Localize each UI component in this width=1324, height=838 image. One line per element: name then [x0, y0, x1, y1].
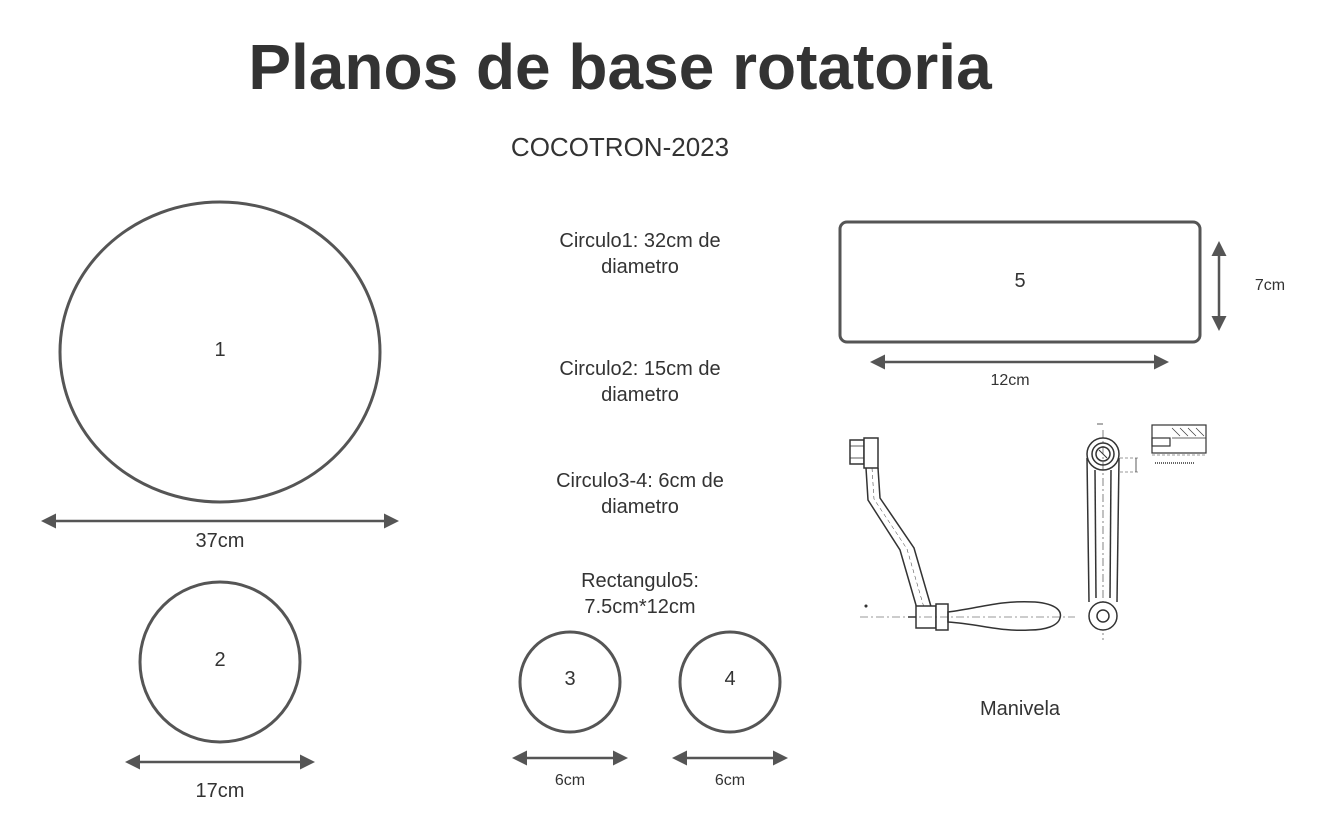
circle-4-dimension — [675, 758, 785, 789]
circle-4-label: 4 — [724, 668, 736, 690]
note-circle2: Circulo2: 15cm de diametro — [559, 358, 721, 406]
circle-2-label: 2 — [214, 649, 226, 671]
crank-side-view-drawing — [850, 438, 1075, 630]
rectangle-5-label: 5 — [1014, 270, 1026, 292]
note-circle1: Circulo1: 32cm de diametro — [559, 230, 721, 278]
circle-1-dimension — [44, 521, 396, 552]
circle-2-dimension-label: 17cm — [195, 780, 245, 802]
circle-4-shape — [680, 632, 780, 732]
note-circle34: Circulo3-4: 6cm de diametro — [556, 470, 724, 518]
circle-3-shape — [520, 632, 620, 732]
circle-3-dimension-label: 6cm — [554, 772, 586, 789]
crank-caption: Manivela — [979, 698, 1061, 720]
page-title: Planos de base rotatoria — [248, 31, 992, 103]
rectangle-5-height-label: 7cm — [1254, 277, 1286, 294]
circle-1-label: 1 — [214, 339, 226, 361]
note-rect5: Rectangulo5: 7.5cm*12cm — [581, 570, 699, 618]
circle-2-dimension — [128, 762, 312, 802]
circle-3-label: 3 — [564, 668, 576, 690]
circle-3-dimension — [515, 758, 625, 789]
rectangle-5-height-dimension — [1219, 244, 1285, 328]
rectangle-5-width-label: 12cm — [990, 372, 1030, 389]
circle-1-shape — [60, 202, 380, 502]
crank-front-view-drawing — [1087, 424, 1140, 640]
page-subtitle: COCOTRON-2023 — [510, 132, 730, 162]
circle-2-shape — [140, 582, 300, 742]
rectangle-5-shape — [840, 222, 1200, 342]
rectangle-5-width-dimension — [873, 362, 1166, 389]
crank-section-detail-drawing — [1152, 425, 1206, 463]
circle-1-dimension-label: 37cm — [195, 530, 245, 552]
circle-4-dimension-label: 6cm — [714, 772, 746, 789]
